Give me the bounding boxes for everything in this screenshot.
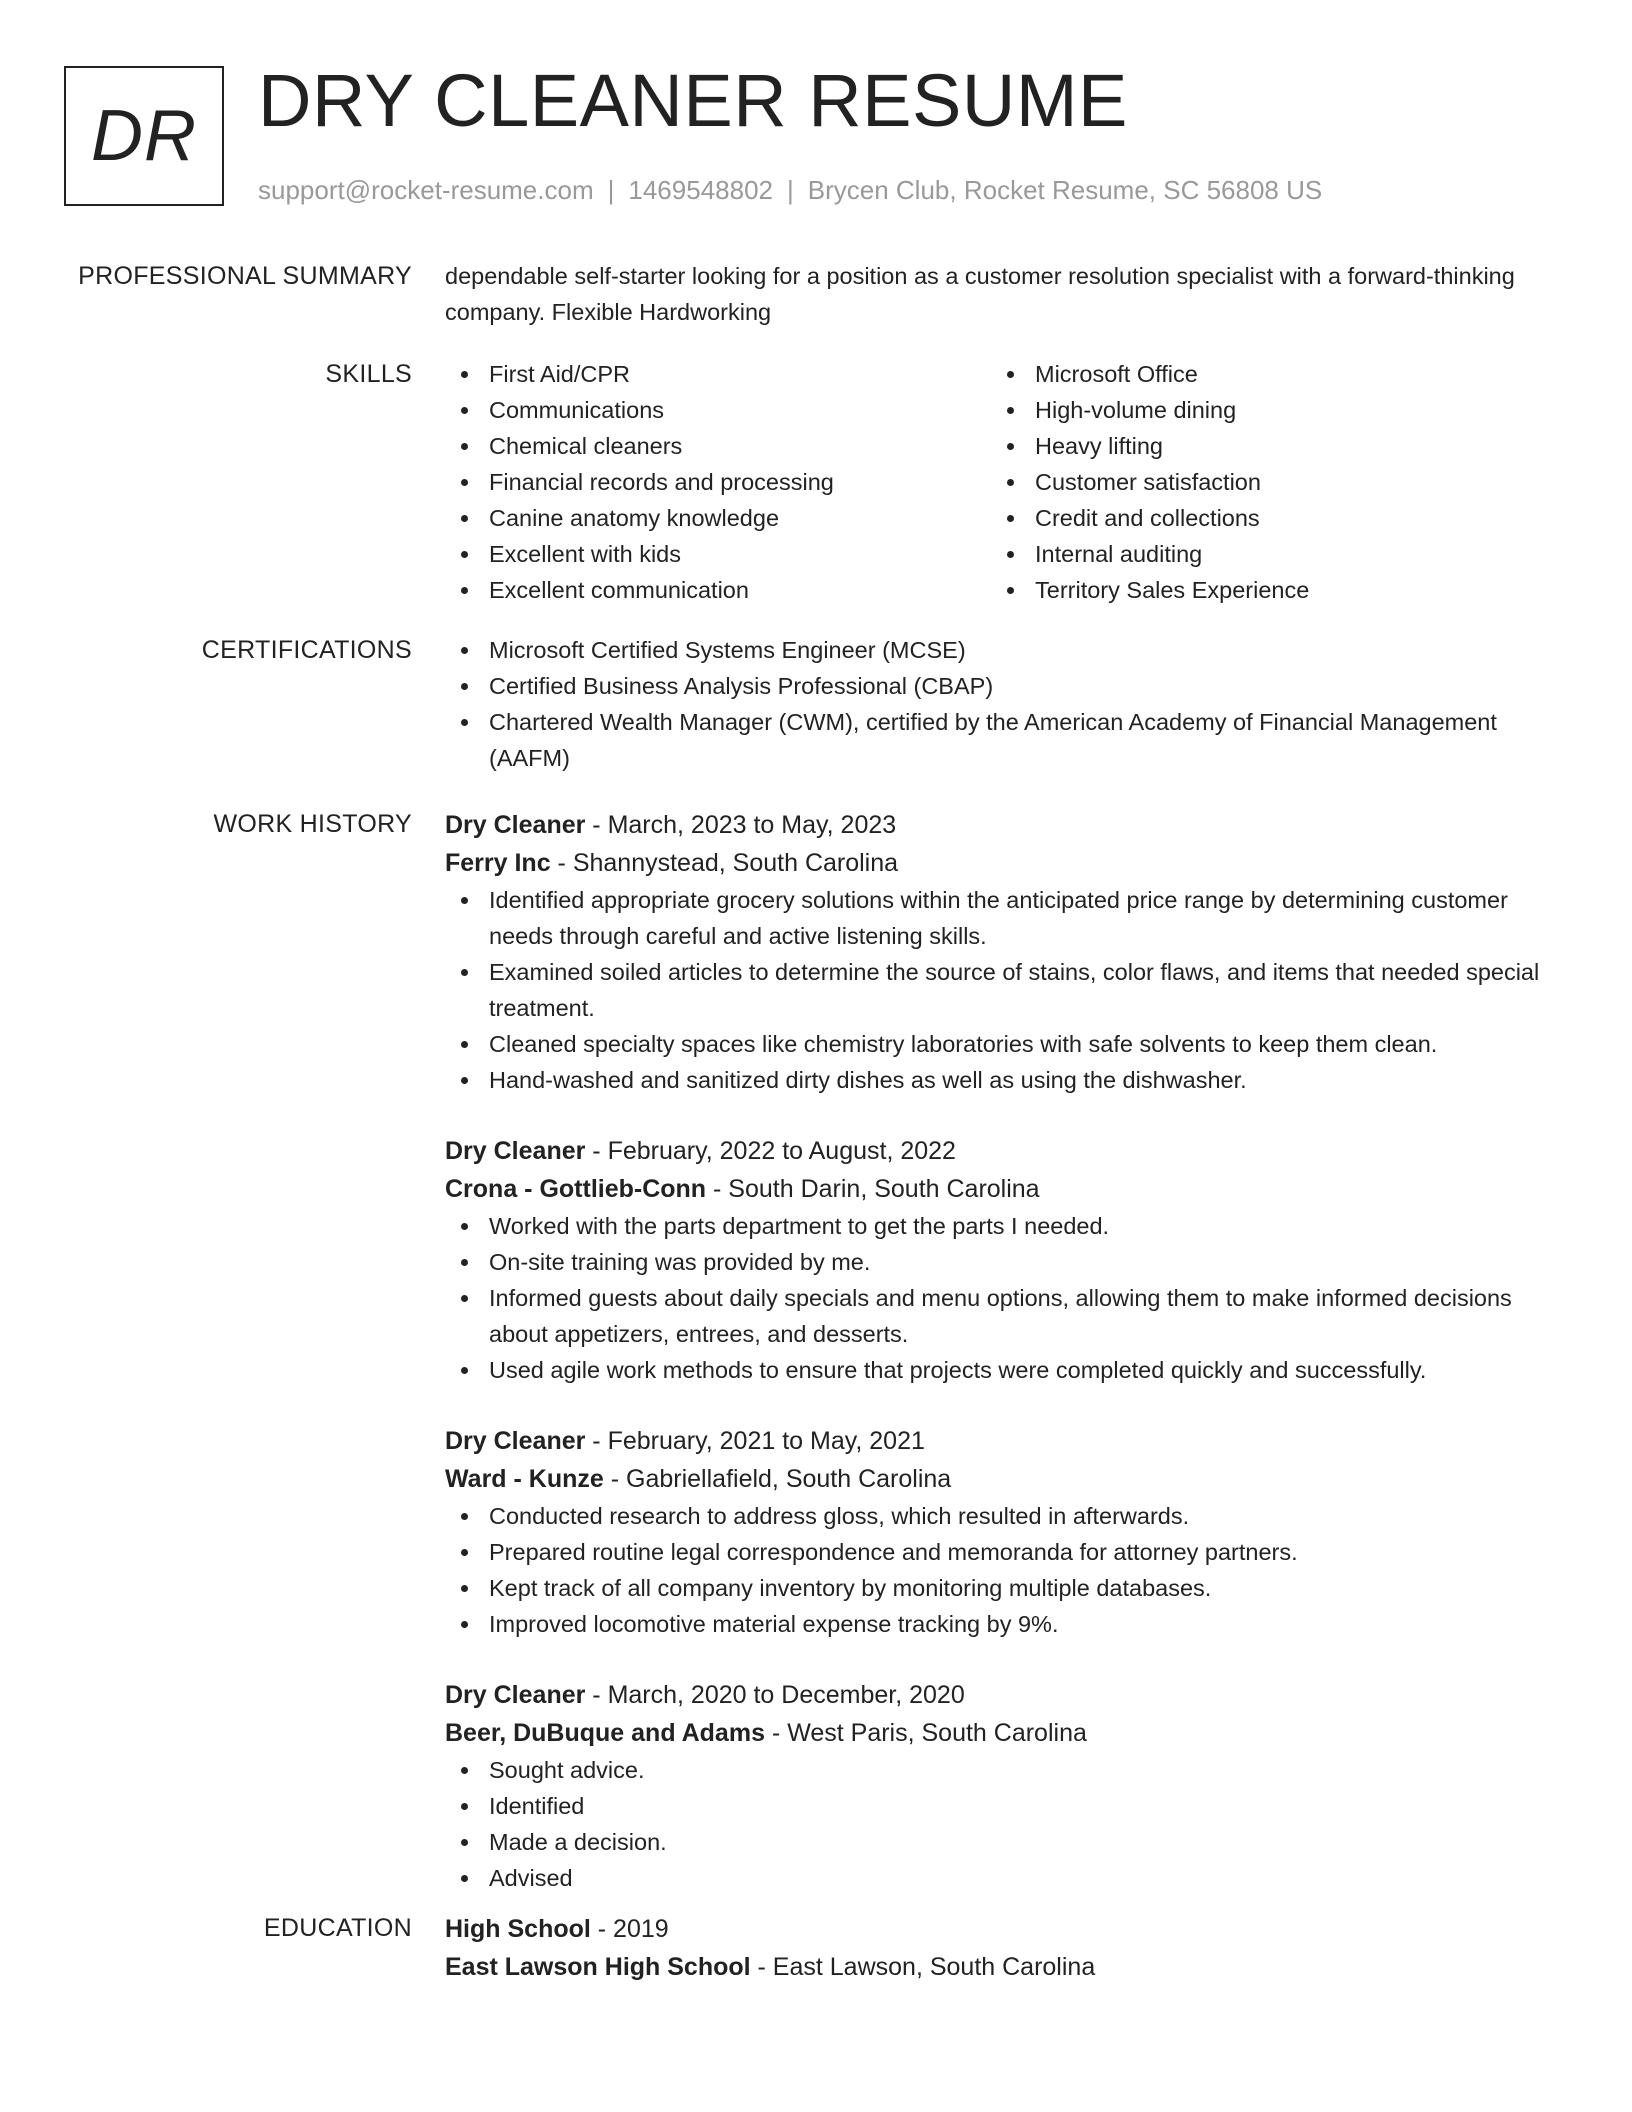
section-label-summary: PROFESSIONAL SUMMARY	[78, 262, 412, 290]
job-bullet: Improved locomotive material expense tracking by 9%.	[445, 1606, 1545, 1642]
certification-item: Chartered Wealth Manager (CWM), certified by the American Academy of Financial Management (AAFM)	[445, 704, 1545, 776]
job-bullet: Advised	[445, 1860, 1545, 1896]
job-bullet: Prepared routine legal correspondence and memoranda for attorney partners.	[445, 1534, 1545, 1570]
page-title: DRY CLEANER RESUME	[258, 59, 1128, 142]
section-skills	[0, 356, 1632, 608]
job-bullet: Informed guests about daily specials and menu options, allowing them to make informed decisions about appetizers, entrees, and desserts.	[445, 1280, 1545, 1352]
section-work-history	[0, 806, 1632, 1896]
skill-item: Customer satisfaction	[991, 464, 1537, 500]
job-bullet: Conducted research to address gloss, which resulted in afterwards.	[445, 1498, 1545, 1534]
job-location: - Gabriellafield, South Carolina	[603, 1465, 952, 1493]
job-bullet: Kept track of all company inventory by monitoring multiple databases.	[445, 1570, 1545, 1606]
skill-item: Financial records and processing	[445, 464, 991, 500]
job-dates: - February, 2021 to May, 2021	[585, 1427, 925, 1455]
education-degree: High School	[445, 1915, 591, 1943]
job-company-line	[445, 1460, 1545, 1498]
job-location: - Shannystead, South Carolina	[550, 849, 899, 877]
job-company-line	[445, 1170, 1545, 1208]
skills-list-left	[445, 356, 991, 608]
skill-item: Heavy lifting	[991, 428, 1537, 464]
job-bullet: On-site training was provided by me.	[445, 1244, 1545, 1280]
job-entry	[445, 1422, 1545, 1642]
contact-separator: |	[607, 175, 615, 205]
job-title: Dry Cleaner	[445, 1137, 586, 1165]
job-dates: - February, 2022 to August, 2022	[585, 1137, 956, 1165]
education-body	[445, 1910, 1545, 1986]
job-bullet: Identified appropriate grocery solutions within the anticipated price range by determining customer needs through careful and active listening skills.	[445, 882, 1545, 954]
job-title-line	[445, 806, 1545, 844]
job-company-line	[445, 1714, 1545, 1752]
section-label-work-history: WORK HISTORY	[213, 810, 412, 838]
job-location: - South Darin, South Carolina	[706, 1175, 1040, 1203]
contact-email[interactable]: support@rocket-resume.com	[258, 175, 594, 205]
resume-sections	[0, 258, 1632, 2014]
job-bullets	[445, 1498, 1545, 1642]
contact-phone[interactable]: 1469548802	[628, 175, 773, 205]
certifications-body	[445, 632, 1545, 776]
job-company: Ward - Kunze	[445, 1465, 604, 1493]
job-title: Dry Cleaner	[445, 811, 586, 839]
skill-item: Chemical cleaners	[445, 428, 991, 464]
skill-item: First Aid/CPR	[445, 356, 991, 392]
skill-item: Internal auditing	[991, 536, 1537, 572]
job-company-line	[445, 844, 1545, 882]
education-school: East Lawson High School	[445, 1953, 751, 1981]
summary-body	[445, 258, 1545, 330]
job-entry	[445, 1676, 1545, 1896]
job-title-line	[445, 1676, 1545, 1714]
certification-item: Certified Business Analysis Professional (CBAP)	[445, 668, 1545, 704]
job-company: Crona - Gottlieb-Conn	[445, 1175, 707, 1203]
job-bullet: Hand-washed and sanitized dirty dishes as well as using the dishwasher.	[445, 1062, 1545, 1098]
job-bullet: Made a decision.	[445, 1824, 1545, 1860]
job-bullet: Worked with the parts department to get the parts I needed.	[445, 1208, 1545, 1244]
job-company: Ferry Inc	[445, 849, 551, 877]
job-bullet: Sought advice.	[445, 1752, 1545, 1788]
skill-item: Microsoft Office	[991, 356, 1537, 392]
job-location: - West Paris, South Carolina	[764, 1719, 1087, 1747]
contact-separator: |	[787, 175, 794, 205]
section-label-certifications: CERTIFICATIONS	[201, 636, 412, 664]
section-summary	[0, 258, 1632, 330]
job-bullet: Identified	[445, 1788, 1545, 1824]
job-bullets	[445, 1752, 1545, 1896]
certification-item: Microsoft Certified Systems Engineer (MCSE)	[445, 632, 1545, 668]
skill-item: Canine anatomy knowledge	[445, 500, 991, 536]
job-entry	[445, 1132, 1545, 1388]
job-bullet: Examined soiled articles to determine the source of stains, color flaws, and items that needed special treatment.	[445, 954, 1545, 1026]
summary-text: dependable self-starter looking for a position as a customer resolution specialist with a forward-thinking company. Flexible Hardworking	[445, 263, 1515, 325]
skill-item: High-volume dining	[991, 392, 1537, 428]
job-bullet: Cleaned specialty spaces like chemistry laboratories with safe solvents to keep them clean.	[445, 1026, 1545, 1062]
job-dates: - March, 2020 to December, 2020	[585, 1681, 965, 1709]
skills-grid	[445, 356, 1545, 608]
certifications-list	[445, 632, 1545, 776]
job-bullet: Used agile work methods to ensure that projects were completed quickly and successfully.	[445, 1352, 1545, 1388]
skill-item: Communications	[445, 392, 991, 428]
monogram-badge: DR	[64, 66, 224, 206]
education-location: - East Lawson, South Carolina	[750, 1953, 1096, 1981]
section-label-education: EDUCATION	[263, 1914, 412, 1942]
education-year: - 2019	[590, 1915, 669, 1943]
work-history-body	[445, 806, 1545, 1896]
contact-line	[258, 172, 1322, 208]
skill-item: Territory Sales Experience	[991, 572, 1537, 608]
job-title-line	[445, 1422, 1545, 1460]
section-label-skills: SKILLS	[325, 360, 412, 388]
job-title: Dry Cleaner	[445, 1681, 586, 1709]
job-entry	[445, 806, 1545, 1098]
job-bullets	[445, 1208, 1545, 1388]
contact-address: Brycen Club, Rocket Resume, SC 56808 US	[807, 175, 1323, 205]
job-bullets	[445, 882, 1545, 1098]
education-school-line	[445, 1948, 1545, 1986]
job-company: Beer, DuBuque and Adams	[445, 1719, 765, 1747]
skill-item: Excellent with kids	[445, 536, 991, 572]
section-certifications	[0, 632, 1632, 776]
education-degree-line	[445, 1910, 1545, 1948]
job-dates: - March, 2023 to May, 2023	[585, 811, 897, 839]
skill-item: Excellent communication	[445, 572, 991, 608]
job-title-line	[445, 1132, 1545, 1170]
skill-item: Credit and collections	[991, 500, 1537, 536]
skills-list-right	[991, 356, 1537, 608]
section-education	[0, 1910, 1632, 1986]
job-title: Dry Cleaner	[445, 1427, 586, 1455]
